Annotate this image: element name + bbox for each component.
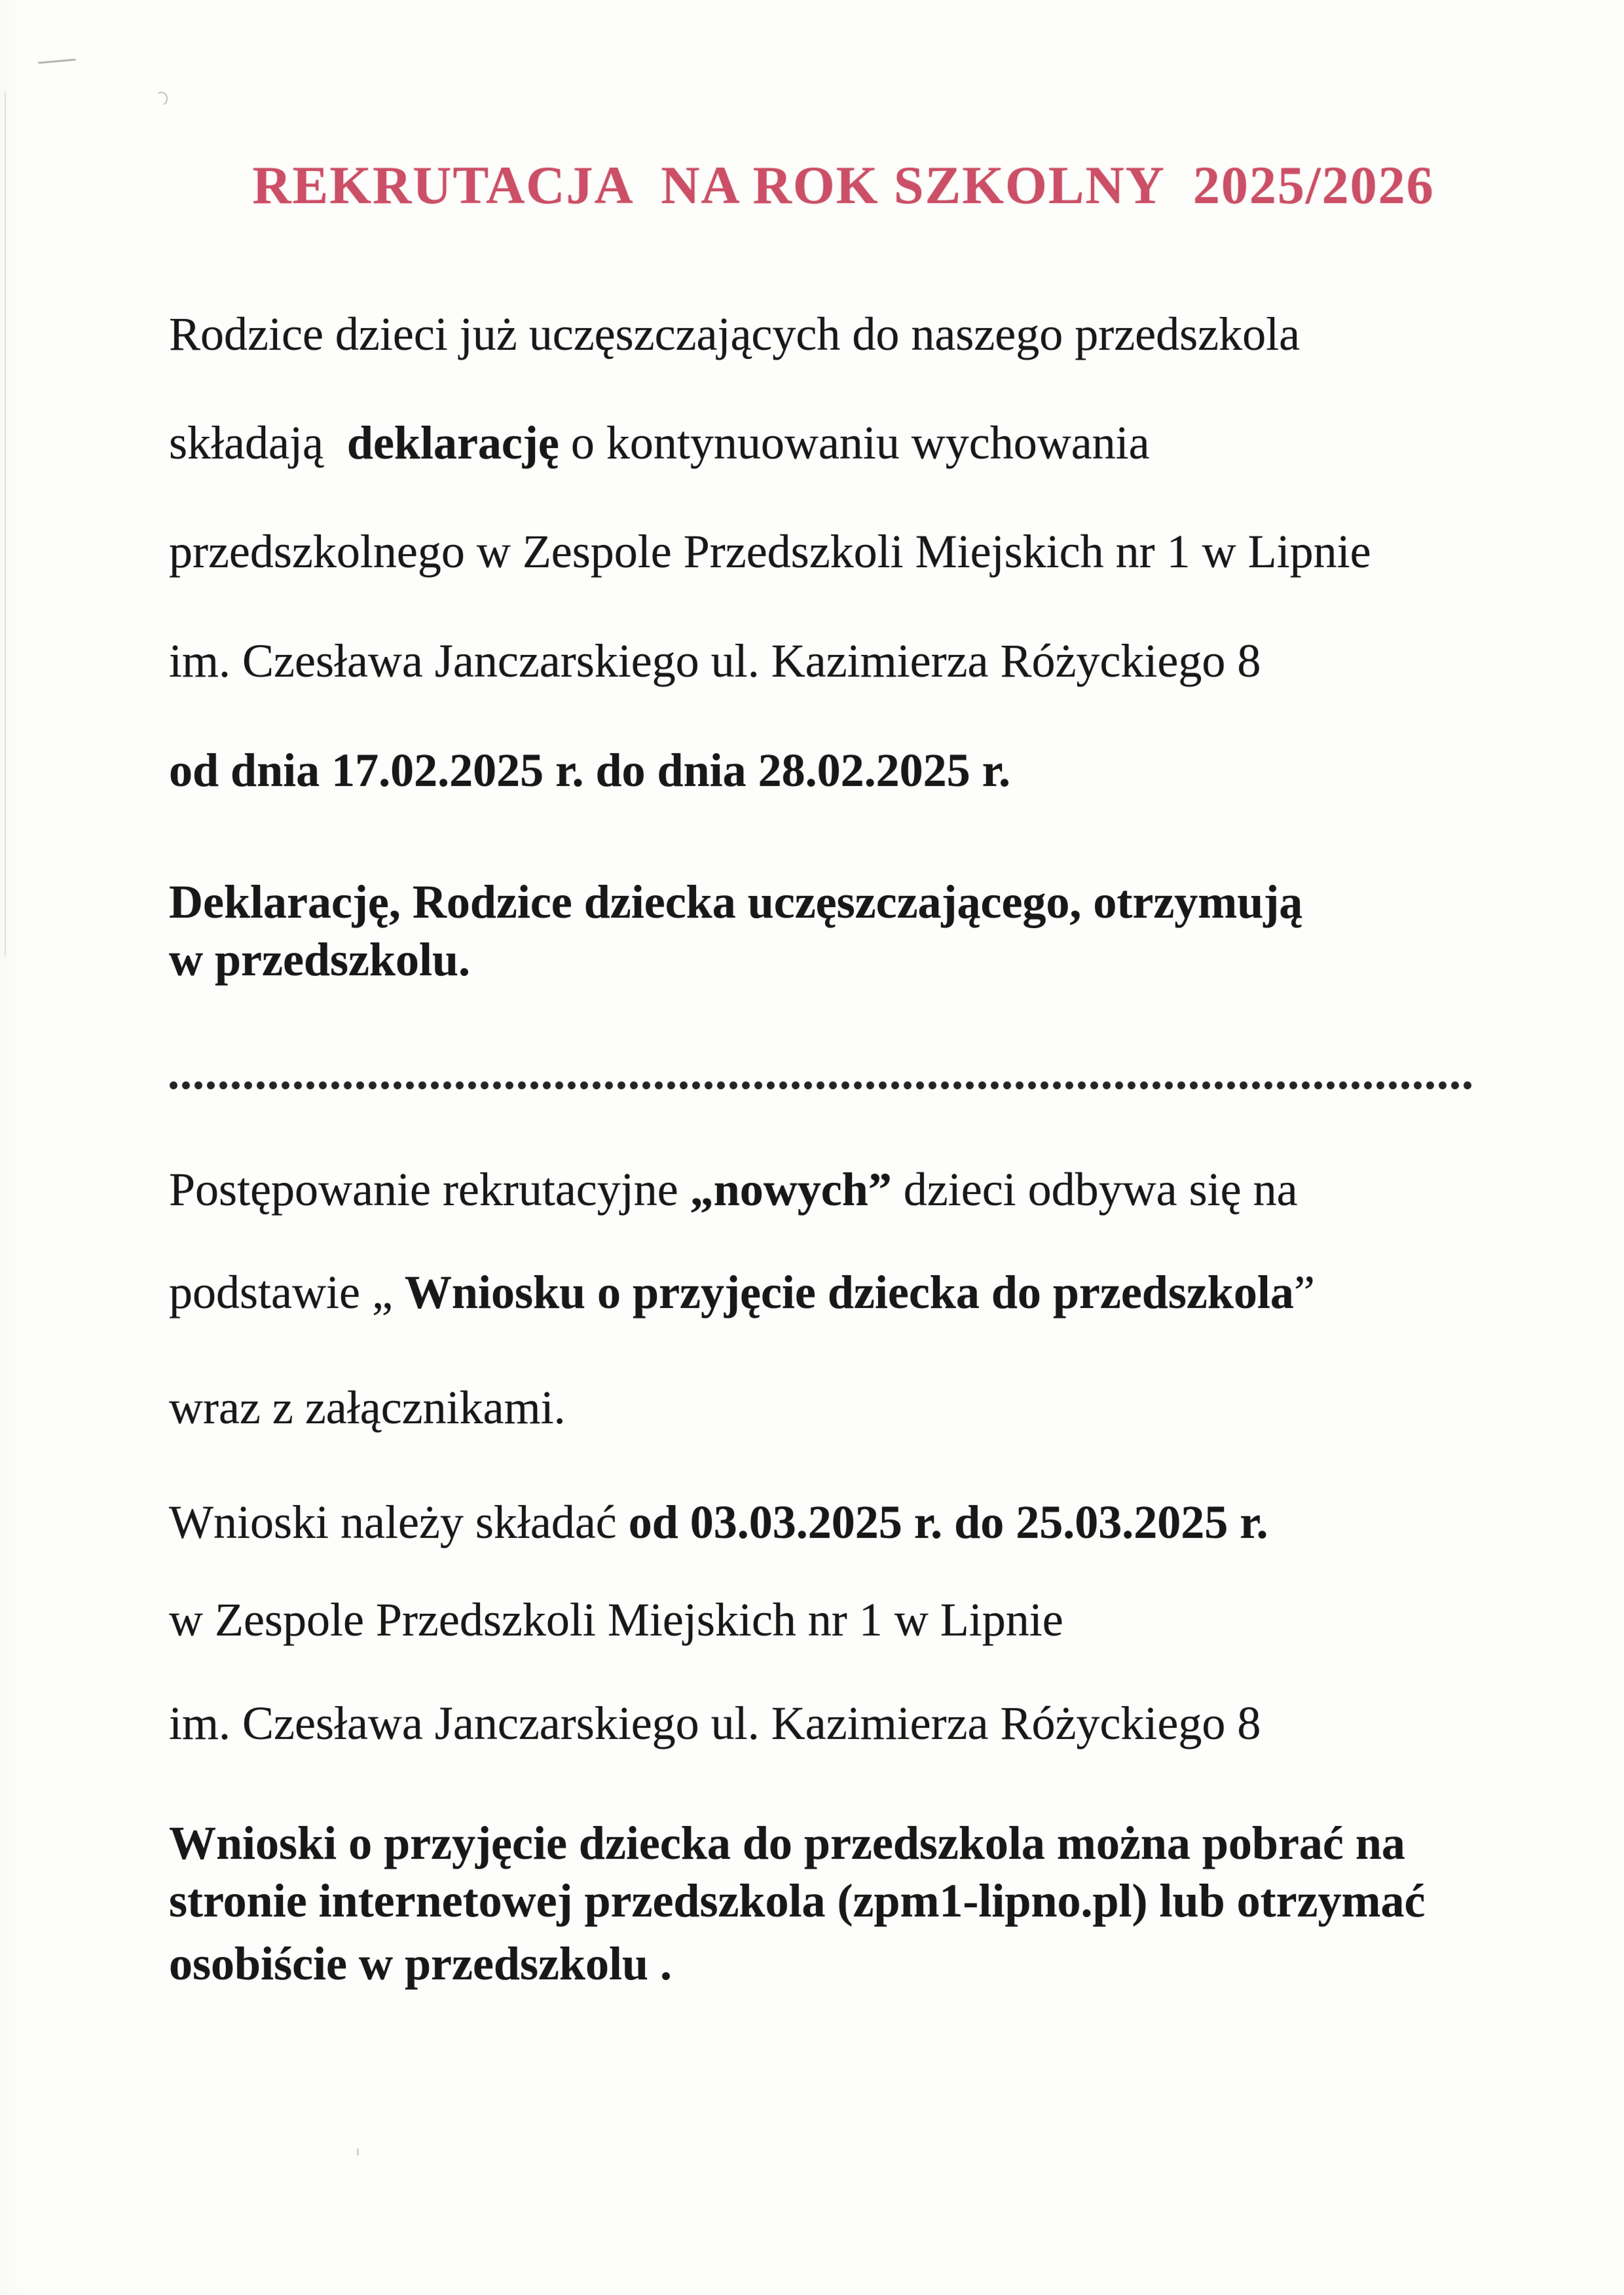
text-segment-bold: Wniosku o przyjęcie dziecka do przedszkola — [404, 1266, 1294, 1318]
recruitment-line-5: w Zespole Przedszkoli Miejskich nr 1 w Lipnie — [169, 1594, 1063, 1646]
text-segment: Postępowanie rekrutacyjne — [169, 1163, 690, 1216]
text-segment: podstawie „ — [169, 1266, 405, 1318]
declaration-note-line-1: Deklarację, Rodzice dziecka uczęszczającego, otrzymują — [169, 876, 1303, 928]
scan-artifact-speck — [357, 2148, 359, 2155]
recruitment-line-6: im. Czesława Janczarskiego ul. Kazimierza Różyckiego 8 — [169, 1697, 1261, 1749]
declaration-note-line-2: w przedszkolu. — [169, 933, 471, 986]
scan-artifact-edge-line — [5, 92, 6, 956]
recruitment-line-1 — [169, 1163, 1298, 1216]
text-segment-bold: od 03.03.2025 r. do 25.03.2025 r. — [628, 1496, 1268, 1548]
intro-line-2 — [169, 417, 1150, 469]
intro-line-1: Rodzice dzieci już uczęszczających do naszego przedszkola — [169, 308, 1301, 360]
recruitment-line-3: wraz z załącznikami. — [169, 1381, 566, 1434]
intro-dates-line: od dnia 17.02.2025 r. do dnia 28.02.2025 r. — [169, 744, 1010, 796]
recruitment-dates-line — [169, 1496, 1268, 1548]
download-note-line-1: Wnioski o przyjęcie dziecka do przedszkola można pobrać na — [169, 1817, 1405, 1869]
text-segment: o kontynuowaniu wychowania — [559, 417, 1150, 469]
text-segment: składają — [169, 417, 347, 469]
text-segment-bold: deklarację — [346, 417, 559, 469]
download-note-line-2: stronie internetowej przedszkola (zpm1-lipno.pl) lub otrzymać — [169, 1875, 1426, 1927]
recruitment-line-2 — [169, 1266, 1315, 1318]
page-title: REKRUTACJA NA ROK SZKOLNY 2025/2026 — [252, 155, 1435, 215]
intro-line-4: im. Czesława Janczarskiego ul. Kazimierza Różyckiego 8 — [169, 635, 1261, 687]
text-segment-bold: „nowych” — [690, 1163, 892, 1216]
scan-artifact-dash — [38, 58, 76, 64]
dotted-separator: ......................................................................................................... — [168, 1047, 1474, 1099]
scan-artifact-curl — [153, 90, 170, 107]
intro-line-3: przedszkolnego w Zespole Przedszkoli Miejskich nr 1 w Lipnie — [169, 525, 1371, 578]
download-note-line-3: osobiście w przedszkolu . — [169, 1937, 673, 1990]
text-segment: Wnioski należy składać — [169, 1496, 629, 1548]
text-segment: ” — [1293, 1266, 1315, 1318]
text-segment: dzieci odbywa się na — [891, 1163, 1298, 1216]
